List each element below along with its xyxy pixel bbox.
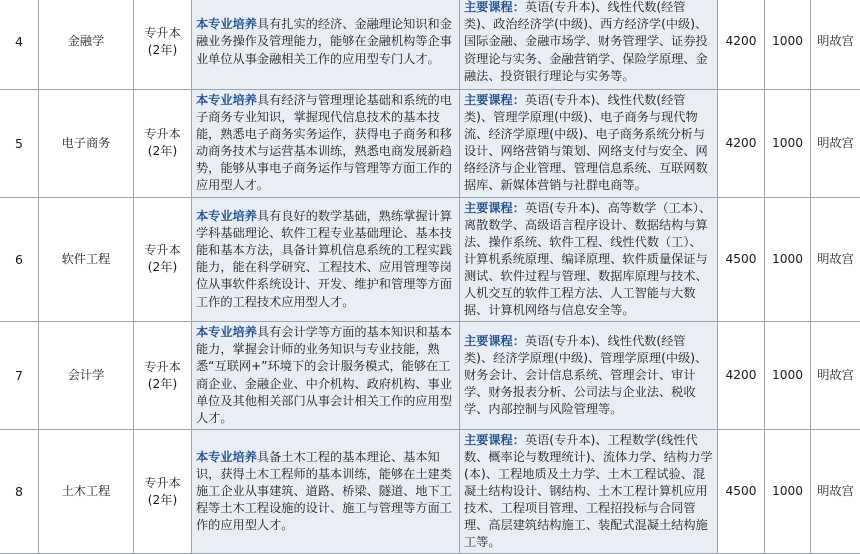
study-site: 明故宫: [811, 197, 860, 322]
major-name: 会计学: [39, 322, 134, 430]
goal-prefix: 本专业培养: [196, 209, 257, 223]
tuition-fee: 4200: [718, 322, 765, 430]
course-text: 英语(专升本)、线性代数(经管类)、管理学原理(中级)、电子商务与现代物流、经济学原理(中级)、电子商务系统分析与设计、网络营销与策划、网络支付与安全、网络经济与企业管理、管理信息系统、互联网数据库、新媒体营销与社群电商等。: [464, 93, 708, 192]
study-site: 明故宫: [811, 429, 860, 554]
tuition-fee: 4500: [718, 429, 765, 554]
study-type: [134, 0, 192, 90]
study-type-level: 专升本: [134, 242, 191, 259]
study-type: [134, 322, 192, 430]
study-type-level: 专升本: [134, 126, 191, 143]
training-goal: [192, 90, 460, 198]
study-type-duration: (2年): [134, 492, 191, 509]
enrollment-plan: 1000: [765, 429, 811, 554]
study-type-level: 专升本: [134, 25, 191, 42]
course-text: 英语(专升本)、线性代数(经管类)、经济学原理(中级)、管理学原理(中级)、财务会计、会计信息系统、管理会计、审计学、财务报表分析、公司法与企业法、税收学、内部控制与风险管理等。: [464, 334, 707, 416]
tuition-fee: 4200: [718, 0, 765, 90]
main-courses: [460, 322, 718, 430]
main-courses: [460, 0, 718, 90]
course-text: 英语(专升本)、线性代数(经管类)、政治经济学(中级)、西方经济学(中级)、国际金融、金融市场学、财务管理学、证券投资理论与实务、金融营销学、保险学原理、金融法、投资银行理论与实务等。: [464, 0, 708, 82]
tuition-fee: 4200: [718, 90, 765, 198]
row-number: 7: [0, 322, 39, 430]
study-type-duration: (2年): [134, 42, 191, 59]
goal-text: 具有经济与管理理论基础和系统的电子商务专业知识，掌握现代信息技术的基本技能，熟悉电子商务实务运作，获得电子商务和移动商务技术与运营基本训练，熟悉电商发展新趋势，能够从事电子商务运作与管理等方面工作的应用型人才。: [196, 93, 452, 192]
table-row: [0, 429, 860, 554]
goal-prefix: 本专业培养: [196, 450, 257, 464]
study-type-duration: (2年): [134, 143, 191, 160]
course-text: 英语(专升本)、高等数学（工本）、离散数学、高级语言程序设计、数据结构与算法、操作系统、软件工程、线性代数（工）、计算机系统原理、编译原理、软件质量保证与测试、软件过程与管理、数据库原理与技术、人机交互的软件工程方法、人工智能与大数据、计算机网络与信息安全等。: [464, 201, 711, 318]
study-type-level: 专升本: [134, 359, 191, 376]
course-prefix: 主要课程：: [464, 433, 525, 447]
course-text: 英语(专升本)、工程数学(线性代数、概率论与数理统计)、流体力学、结构力学(本)、工程地质及土力学、土木工程试验、混凝土结构设计、钢结构、土木工程计算机应用技术、工程项目管理、工程招投标与合同管理、高层建筑结构施工、装配式混凝土结构施工等。: [464, 433, 713, 550]
row-number: 5: [0, 90, 39, 198]
study-site: 明故宫: [811, 322, 860, 430]
major-name: 土木工程: [39, 429, 134, 554]
study-type-level: 专升本: [134, 475, 191, 492]
course-prefix: 主要课程：: [464, 0, 525, 14]
study-site: 明故宫: [811, 0, 860, 90]
goal-prefix: 本专业培养: [196, 93, 257, 107]
main-courses: [460, 197, 718, 322]
enrollment-plan: 1000: [765, 0, 811, 90]
training-goal: [192, 322, 460, 430]
row-number: 8: [0, 429, 39, 554]
study-site: 明故宫: [811, 90, 860, 198]
major-name: 软件工程: [39, 197, 134, 322]
course-prefix: 主要课程：: [464, 201, 525, 215]
goal-text: 具有良好的数学基础，熟练掌握计算学科基础理论、软件工程专业基础理论、基本技能和基本方法，具备计算机信息系统的工程实践能力，能在科学研究、工程技术、应用管理等岗位从事软件系统设计、开发、维护和管理等方面工作的工程技术应用型人才。: [196, 209, 452, 308]
study-type-duration: (2年): [134, 376, 191, 393]
table-row: [0, 0, 860, 90]
training-goal: [192, 0, 460, 90]
main-courses: [460, 90, 718, 198]
table-row: [0, 90, 860, 198]
course-prefix: 主要课程：: [464, 334, 525, 348]
tuition-fee: 4500: [718, 197, 765, 322]
enrollment-plan: 1000: [765, 322, 811, 430]
goal-prefix: 本专业培养: [196, 325, 257, 339]
goal-text: 具有会计学等方面的基本知识和基本能力，掌握会计师的业务知识与专业技能，熟悉“互联网+”环境下的会计服务模式，能够在工商企业、金融企业、中介机构、政府机构、事业单位及其他相关部门从事会计相关工作的应用型人才。: [196, 325, 452, 424]
enrollment-plan: 1000: [765, 90, 811, 198]
goal-prefix: 本专业培养: [196, 17, 257, 31]
training-goal: [192, 429, 460, 554]
table-row: [0, 197, 860, 322]
enrollment-plan: 1000: [765, 197, 811, 322]
course-prefix: 主要课程：: [464, 93, 525, 107]
study-type: [134, 90, 192, 198]
training-goal: [192, 197, 460, 322]
row-number: 4: [0, 0, 39, 90]
study-type-duration: (2年): [134, 259, 191, 276]
major-name: 金融学: [39, 0, 134, 90]
main-courses: [460, 429, 718, 554]
table-row: [0, 322, 860, 430]
goal-text: 具备土木工程的基本理论、基本知识，获得土木工程师的基本训练，能够在土建类施工企业从事建筑、道路、桥梁、隧道、地下工程等土木工程设施的设计、施工与管理等方面工作的应用型人才。: [196, 450, 452, 532]
goal-text: 具有扎实的经济、金融理论知识和金融业务操作及管理能力，能够在金融机构等企事业单位从事金融相关工作的应用型专门人才。: [196, 17, 452, 65]
study-type: [134, 197, 192, 322]
major-name: 电子商务: [39, 90, 134, 198]
row-number: 6: [0, 197, 39, 322]
study-type: [134, 429, 192, 554]
